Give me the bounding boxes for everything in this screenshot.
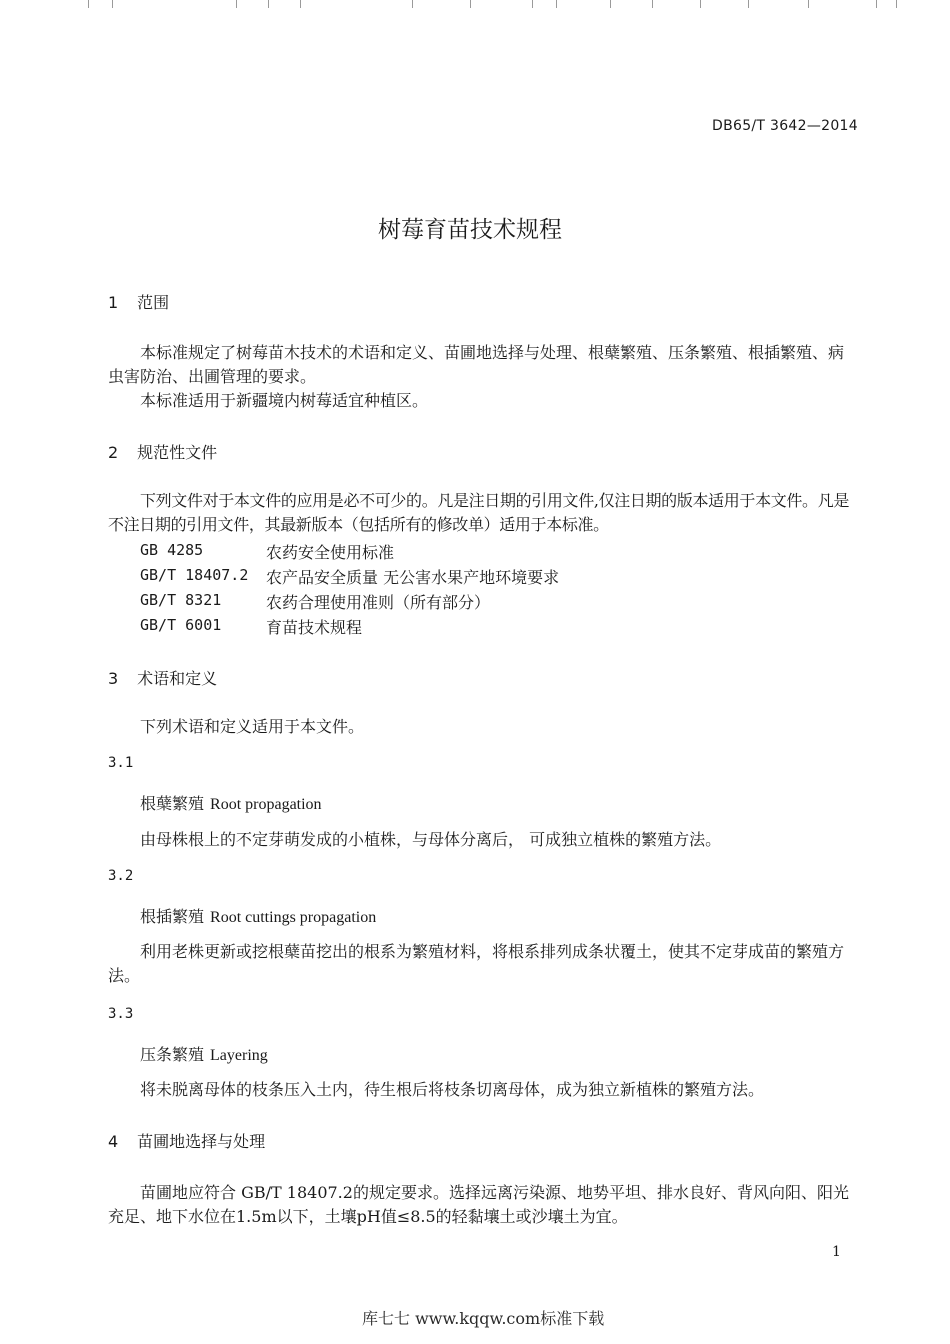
standard-code: DB65/T 3642—2014: [712, 118, 858, 134]
reference-title: 农药合理使用准则（所有部分）: [266, 593, 491, 612]
section-title: 术语和定义: [137, 669, 218, 688]
term-number: 3.3: [108, 1006, 134, 1022]
section-4-heading: [108, 1129, 265, 1152]
term-name-cn: 根插繁殖: [140, 907, 205, 926]
section-1-heading: [108, 290, 169, 313]
term-name: [140, 904, 376, 927]
document-title: 树莓育苗技术规程: [378, 217, 562, 243]
section-title: 范围: [137, 293, 170, 312]
term-definition: 利用老株更新或挖根蘖苗挖出的根系为繁殖材料，将根系排列成条状覆土，使其不定芽成苗的繁殖方法。: [108, 942, 845, 985]
term-name: [140, 1042, 268, 1065]
reference-title: 农药安全使用标准: [266, 543, 395, 562]
term-name-cn: 根蘖繁殖: [140, 794, 205, 813]
term-name: [140, 791, 322, 814]
section-3-heading: [108, 666, 217, 689]
term-number: 3.2: [108, 868, 134, 884]
section-3-paragraph-1: 下列术语和定义适用于本文件。: [140, 717, 365, 736]
section-2-paragraph-1: 下列文件对于本文件的应用是必不可少的。凡是注日期的引用文件,仅注日期的版本适用于本文件。凡是不注日期的引用文件，其最新版本（包括所有的修改单）适用于本标准。: [108, 491, 849, 534]
reference-code: GB/T 8321: [140, 591, 222, 609]
section-1-paragraph-1: 本标准规定了树莓苗木技术的术语和定义、苗圃地选择与处理、根蘖繁殖、压条繁殖、根插繁殖、病虫害防治、出圃管理的要求。: [108, 343, 845, 386]
section-number: 3: [108, 669, 119, 688]
reference-code: GB/T 6001: [140, 616, 222, 634]
section-2-heading: [108, 440, 217, 463]
term-name-en: Root propagation: [210, 796, 322, 813]
scan-edge-marks: [0, 0, 950, 10]
footer-watermark: 库七七 www.kqqw.com标准下载: [362, 1309, 605, 1328]
section-number: 4: [108, 1132, 119, 1151]
term-name-en: Layering: [210, 1047, 268, 1064]
term-name-cn: 压条繁殖: [140, 1045, 205, 1064]
reference-title: 农产品安全质量 无公害水果产地环境要求: [266, 568, 560, 587]
section-title: 苗圃地选择与处理: [137, 1132, 266, 1151]
section-number: 2: [108, 443, 119, 462]
reference-code: GB/T 18407.2: [140, 566, 249, 584]
section-number: 1: [108, 293, 119, 312]
term-number: 3.1: [108, 755, 134, 771]
term-name-en: Root cuttings propagation: [210, 909, 377, 926]
section-title: 规范性文件: [137, 443, 218, 462]
section-1-paragraph-2: 本标准适用于新疆境内树莓适宜种植区。: [140, 391, 429, 410]
term-definition: 由母株根上的不定芽萌发成的小植株，与母体分离后， 可成独立植株的繁殖方法。: [140, 830, 722, 849]
section-4-paragraph-1: 苗圃地应符合 GB/T 18407.2的规定要求。选择远离污染源、地势平坦、排水良好、背风向阳、阳光充足、地下水位在1.5m以下，土壤pH值≤8.5的轻黏壤土或沙壤土为宜。: [108, 1183, 849, 1226]
term-definition: 将未脱离母体的枝条压入土内，待生根后将枝条切离母体，成为独立新植株的繁殖方法。: [140, 1080, 765, 1099]
reference-title: 育苗技术规程: [266, 618, 363, 637]
page-number: 1: [832, 1244, 841, 1260]
reference-code: GB 4285: [140, 541, 204, 559]
